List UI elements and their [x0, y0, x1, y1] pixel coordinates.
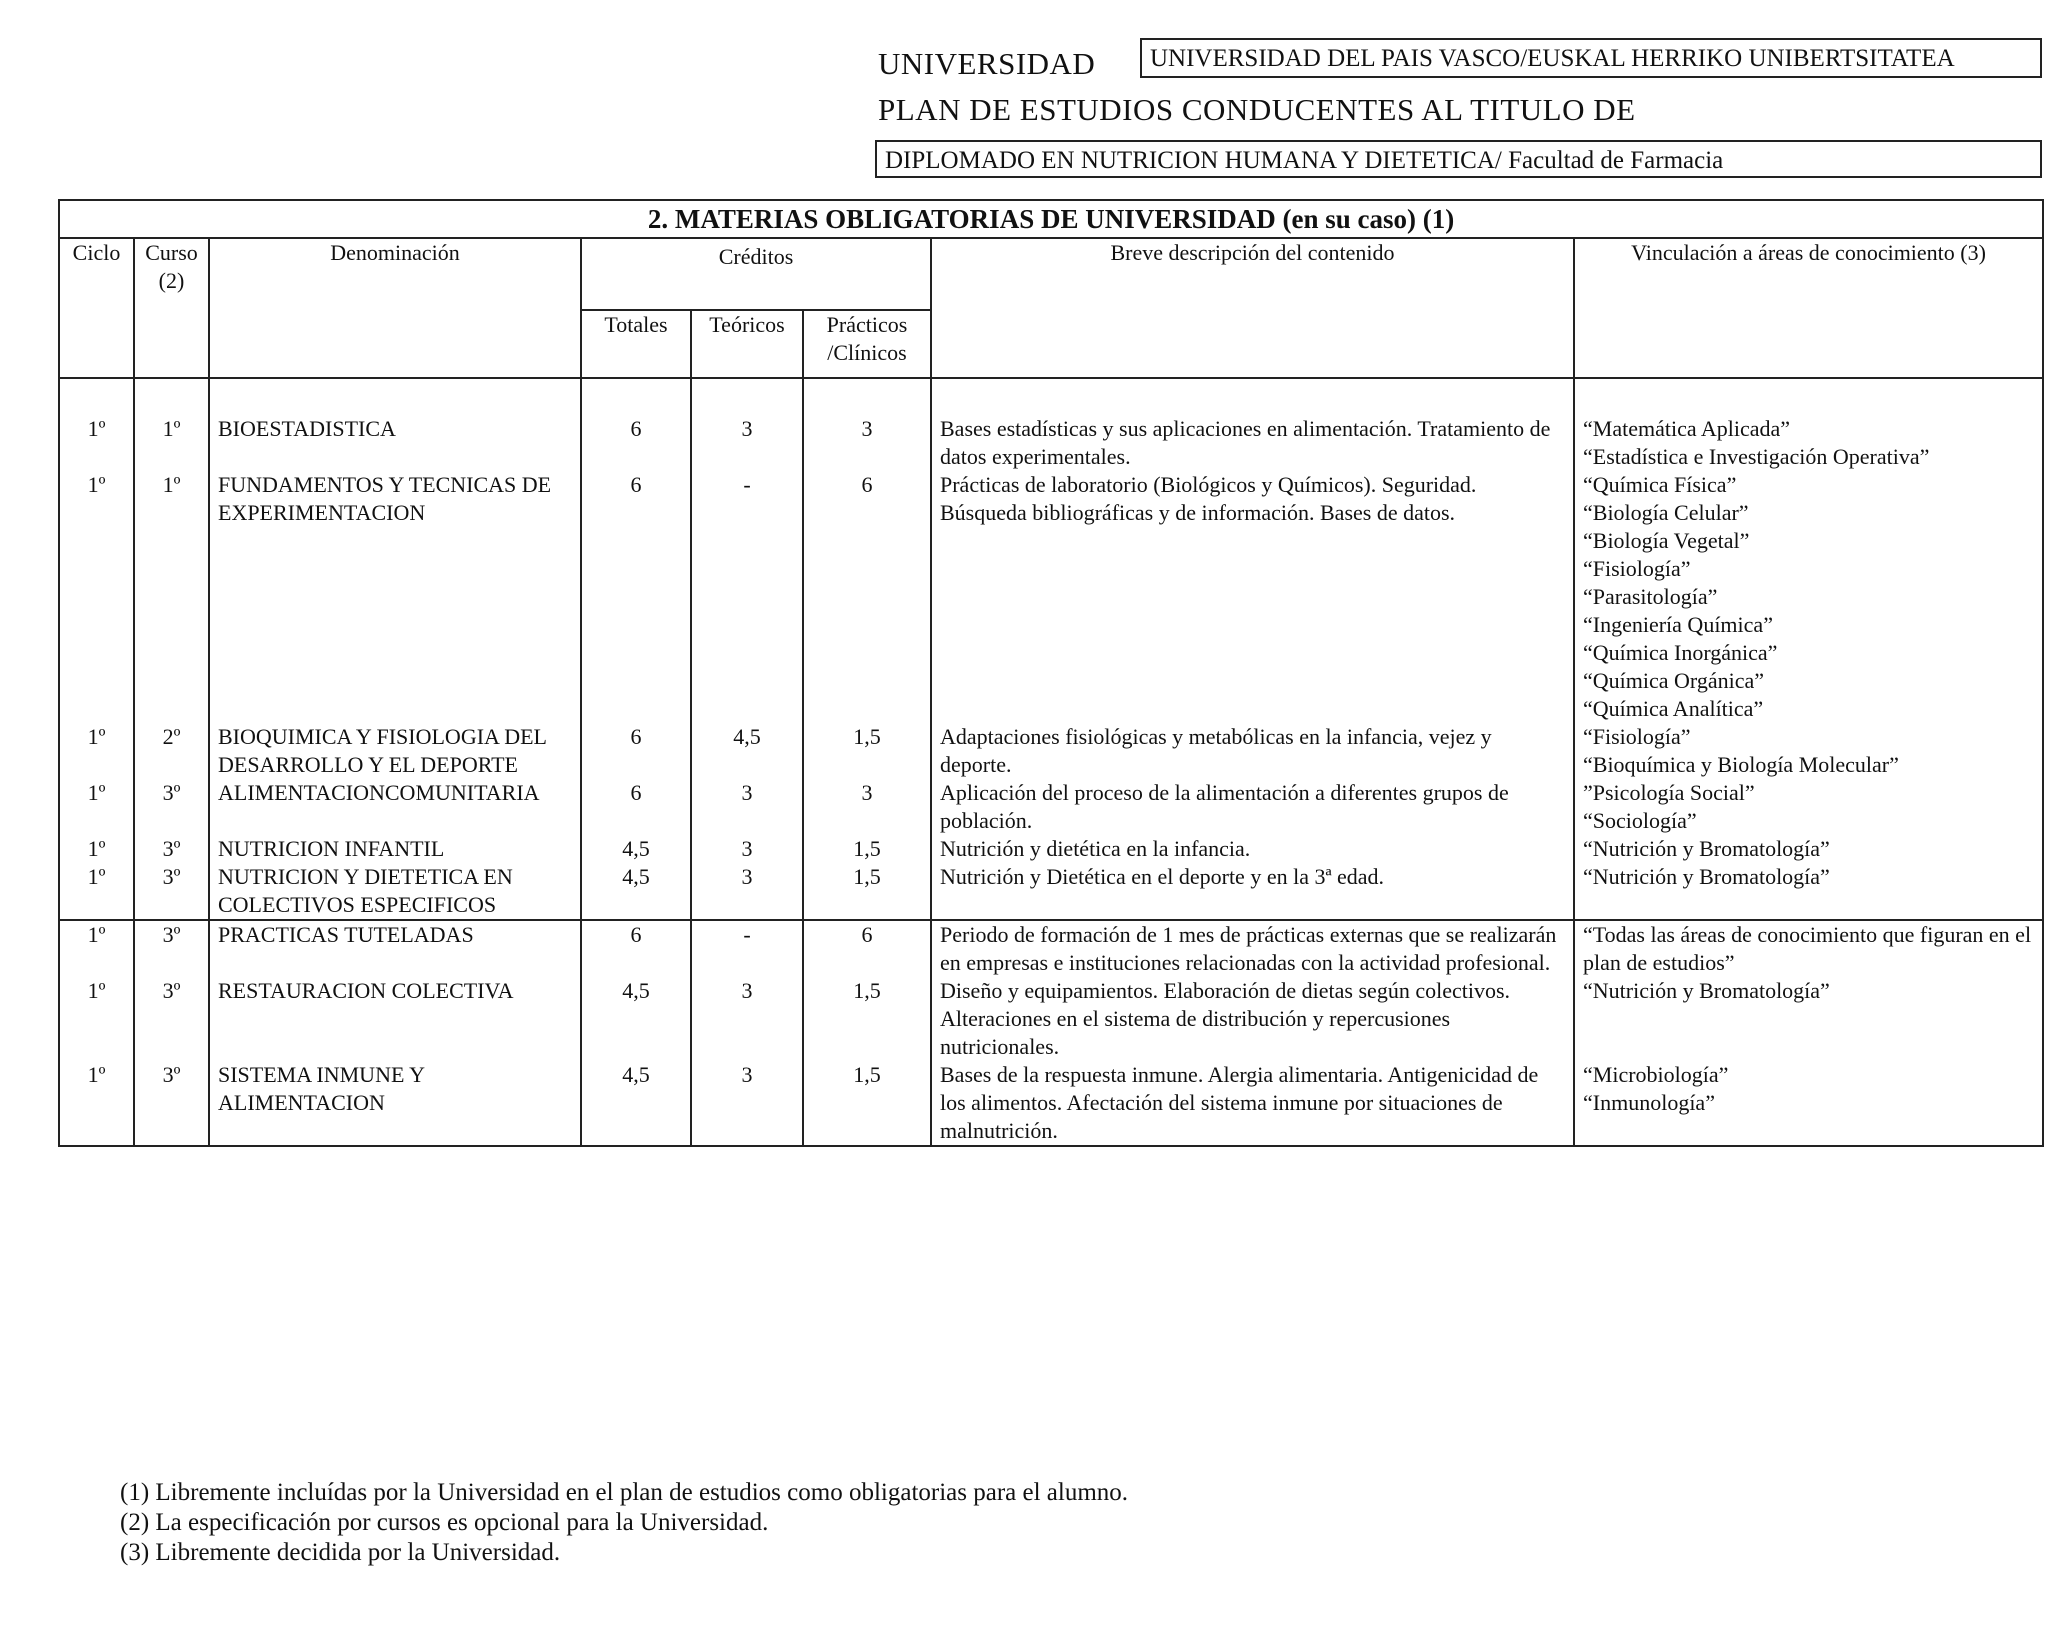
vinculacion-item: “Inmunología” [1583, 1090, 1715, 1115]
cell-totales: 6 [581, 920, 691, 977]
cell-ciclo: 1º [59, 779, 134, 835]
vinculacion-item: “Parasitología” [1583, 584, 1718, 609]
cell-teoricos: 3 [691, 977, 803, 1061]
vinculacion-item: “Biología Vegetal” [1583, 528, 1750, 553]
cell-practicos: 1,5 [803, 1061, 931, 1146]
cell-practicos: 1,5 [803, 835, 931, 863]
table-row [59, 1061, 2043, 1146]
table-row [59, 920, 2043, 977]
cell-practicos: 1,5 [803, 977, 931, 1061]
cell-vinculacion [1574, 863, 2043, 920]
cell-vinculacion [1574, 471, 2043, 723]
table-row [59, 863, 2043, 920]
cell-vinculacion [1574, 920, 2043, 977]
cell-vinculacion [1574, 977, 2043, 1061]
cell-denominacion: FUNDAMENTOS Y TECNICAS DE EXPERIMENTACION [209, 471, 581, 723]
cell-teoricos: 3 [691, 415, 803, 471]
titulo-value: DIPLOMADO EN NUTRICION HUMANA Y DIETETICA/ Facultad de Farmacia [875, 140, 2042, 178]
col-header-descripcion: Breve descripción del contenido [931, 238, 1574, 378]
cell-totales: 4,5 [581, 977, 691, 1061]
footnotes [120, 1478, 1128, 1568]
spacer-cell [931, 378, 1574, 415]
table-row [59, 723, 2043, 779]
cell-curso: 2º [134, 723, 209, 779]
vinculacion-item: “Nutrición y Bromatología” [1583, 836, 1830, 861]
table-title: 2. MATERIAS OBLIGATORIAS DE UNIVERSIDAD (en su caso) (1) [59, 200, 2043, 238]
cell-curso: 3º [134, 1061, 209, 1146]
cell-denominacion: NUTRICION Y DIETETICA EN COLECTIVOS ESPECIFICOS [209, 863, 581, 920]
vinculacion-item: “Química Orgánica” [1583, 668, 1765, 693]
cell-totales: 4,5 [581, 863, 691, 920]
table-row [59, 779, 2043, 835]
col-header-creditos: Créditos [581, 238, 931, 310]
col-header-vinculacion: Vinculación a áreas de conocimiento (3) [1574, 238, 2043, 378]
table-row [59, 835, 2043, 863]
cell-vinculacion [1574, 1061, 2043, 1146]
table-row [59, 977, 2043, 1061]
col-header-teoricos: Teóricos [691, 310, 803, 378]
cell-teoricos: 4,5 [691, 723, 803, 779]
vinculacion-item: ”Psicología Social” [1583, 780, 1755, 805]
cell-curso: 3º [134, 835, 209, 863]
cell-vinculacion [1574, 779, 2043, 835]
cell-teoricos: 3 [691, 835, 803, 863]
cell-vinculacion [1574, 835, 2043, 863]
cell-ciclo: 1º [59, 723, 134, 779]
cell-descripcion: Periodo de formación de 1 mes de prácticas externas que se realizarán en empresas e instituciones relacionadas con la actividad profesional. [931, 920, 1574, 977]
cell-practicos: 6 [803, 920, 931, 977]
cell-totales: 6 [581, 415, 691, 471]
cell-totales: 6 [581, 779, 691, 835]
cell-ciclo: 1º [59, 977, 134, 1061]
col-header-curso [134, 238, 209, 378]
col-header-denominacion: Denominación [209, 238, 581, 378]
cell-curso: 1º [134, 415, 209, 471]
vinculacion-item: “Química Analítica” [1583, 696, 1764, 721]
vinculacion-item: “Biología Celular” [1583, 500, 1749, 525]
table-body [59, 415, 2043, 1146]
spacer-cell [1574, 378, 2043, 415]
cell-ciclo: 1º [59, 471, 134, 723]
cell-ciclo: 1º [59, 863, 134, 920]
vinculacion-item: “Sociología” [1583, 808, 1697, 833]
cell-teoricos: - [691, 471, 803, 723]
cell-descripcion: Aplicación del proceso de la alimentación a diferentes grupos de población. [931, 779, 1574, 835]
cell-denominacion: SISTEMA INMUNE Y ALIMENTACION [209, 1061, 581, 1146]
materias-table [58, 199, 2044, 1147]
vinculacion-item: “Fisiología” [1583, 556, 1691, 581]
universidad-label: UNIVERSIDAD [878, 46, 1096, 81]
universidad-value: UNIVERSIDAD DEL PAIS VASCO/EUSKAL HERRIKO UNIBERTSITATEA [1140, 38, 2042, 78]
cell-descripcion: Bases de la respuesta inmune. Alergia alimentaria. Antigenicidad de los alimentos. Afectación del sistema inmune por situaciones de malnutrición. [931, 1061, 1574, 1146]
cell-vinculacion [1574, 415, 2043, 471]
cell-curso: 3º [134, 779, 209, 835]
plan-label: PLAN DE ESTUDIOS CONDUCENTES AL TITULO DE [878, 92, 1636, 127]
cell-totales: 4,5 [581, 1061, 691, 1146]
cell-vinculacion [1574, 723, 2043, 779]
vinculacion-item: “Todas las áreas de conocimiento que figuran en el plan de estudios” [1583, 922, 2032, 975]
vinculacion-item: “Nutrición y Bromatología” [1583, 978, 1830, 1003]
col-header-ciclo: Ciclo [59, 238, 134, 378]
cell-denominacion: NUTRICION INFANTIL [209, 835, 581, 863]
footnote-2: (2) La especificación por cursos es opcional para la Universidad. [120, 1509, 769, 1536]
cell-practicos: 3 [803, 415, 931, 471]
cell-teoricos: - [691, 920, 803, 977]
vinculacion-item: “Matemática Aplicada” [1583, 416, 1791, 441]
vinculacion-item: “Ingeniería Química” [1583, 612, 1773, 637]
vinculacion-item: “Estadística e Investigación Operativa” [1583, 444, 1930, 469]
col-header-curso-text: Curso (2) [145, 240, 198, 293]
col-header-practicos [803, 310, 931, 378]
vinculacion-item: “Bioquímica y Biología Molecular” [1583, 752, 1899, 777]
cell-practicos: 1,5 [803, 863, 931, 920]
cell-descripcion: Bases estadísticas y sus aplicaciones en alimentación. Tratamiento de datos experimentales. [931, 415, 1574, 471]
vinculacion-item: “Química Física” [1583, 472, 1737, 497]
cell-denominacion: BIOESTADISTICA [209, 415, 581, 471]
cell-totales: 6 [581, 471, 691, 723]
footnote-3: (3) Libremente decidida por la Universidad. [120, 1539, 561, 1566]
cell-totales: 4,5 [581, 835, 691, 863]
cell-totales: 6 [581, 723, 691, 779]
cell-curso: 1º [134, 471, 209, 723]
cell-descripcion: Adaptaciones fisiológicas y metabólicas en la infancia, vejez y deporte. [931, 723, 1574, 779]
col-header-totales: Totales [581, 310, 691, 378]
vinculacion-item: “Química Inorgánica” [1583, 640, 1778, 665]
spacer-cell [59, 378, 134, 415]
cell-ciclo: 1º [59, 835, 134, 863]
cell-curso: 3º [134, 977, 209, 1061]
spacer-cell [803, 378, 931, 415]
cell-denominacion: RESTAURACION COLECTIVA [209, 977, 581, 1061]
cell-descripcion: Nutrición y dietética en la infancia. [931, 835, 1574, 863]
table-row [59, 415, 2043, 471]
cell-curso: 3º [134, 863, 209, 920]
col-header-practicos-text: Prácticos /Clínicos [826, 312, 908, 365]
cell-ciclo: 1º [59, 920, 134, 977]
cell-descripcion: Nutrición y Dietética en el deporte y en la 3ª edad. [931, 863, 1574, 920]
cell-practicos: 1,5 [803, 723, 931, 779]
cell-teoricos: 3 [691, 1061, 803, 1146]
table-row [59, 471, 2043, 723]
cell-ciclo: 1º [59, 1061, 134, 1146]
cell-descripcion: Diseño y equipamientos. Elaboración de dietas según colectivos. Alteraciones en el sistema de distribución y repercusiones nutricionales. [931, 977, 1574, 1061]
spacer-cell [581, 378, 691, 415]
cell-descripcion: Prácticas de laboratorio (Biológicos y Químicos). Seguridad. Búsqueda bibliográficas y de información. Bases de datos. [931, 471, 1574, 723]
cell-practicos: 3 [803, 779, 931, 835]
cell-curso: 3º [134, 920, 209, 977]
cell-teoricos: 3 [691, 779, 803, 835]
cell-denominacion: ALIMENTACIONCOMUNITARIA [209, 779, 581, 835]
vinculacion-item: “Microbiología” [1583, 1062, 1729, 1087]
vinculacion-item: “Fisiología” [1583, 724, 1691, 749]
cell-practicos: 6 [803, 471, 931, 723]
spacer-cell [209, 378, 581, 415]
spacer-cell [691, 378, 803, 415]
spacer-cell [134, 378, 209, 415]
cell-denominacion: PRACTICAS TUTELADAS [209, 920, 581, 977]
cell-teoricos: 3 [691, 863, 803, 920]
cell-denominacion: BIOQUIMICA Y FISIOLOGIA DEL DESARROLLO Y EL DEPORTE [209, 723, 581, 779]
cell-ciclo: 1º [59, 415, 134, 471]
footnote-1: (1) Libremente incluídas por la Universidad en el plan de estudios como obligatorias para el alumno. [120, 1479, 1129, 1506]
vinculacion-item: “Nutrición y Bromatología” [1583, 864, 1830, 889]
